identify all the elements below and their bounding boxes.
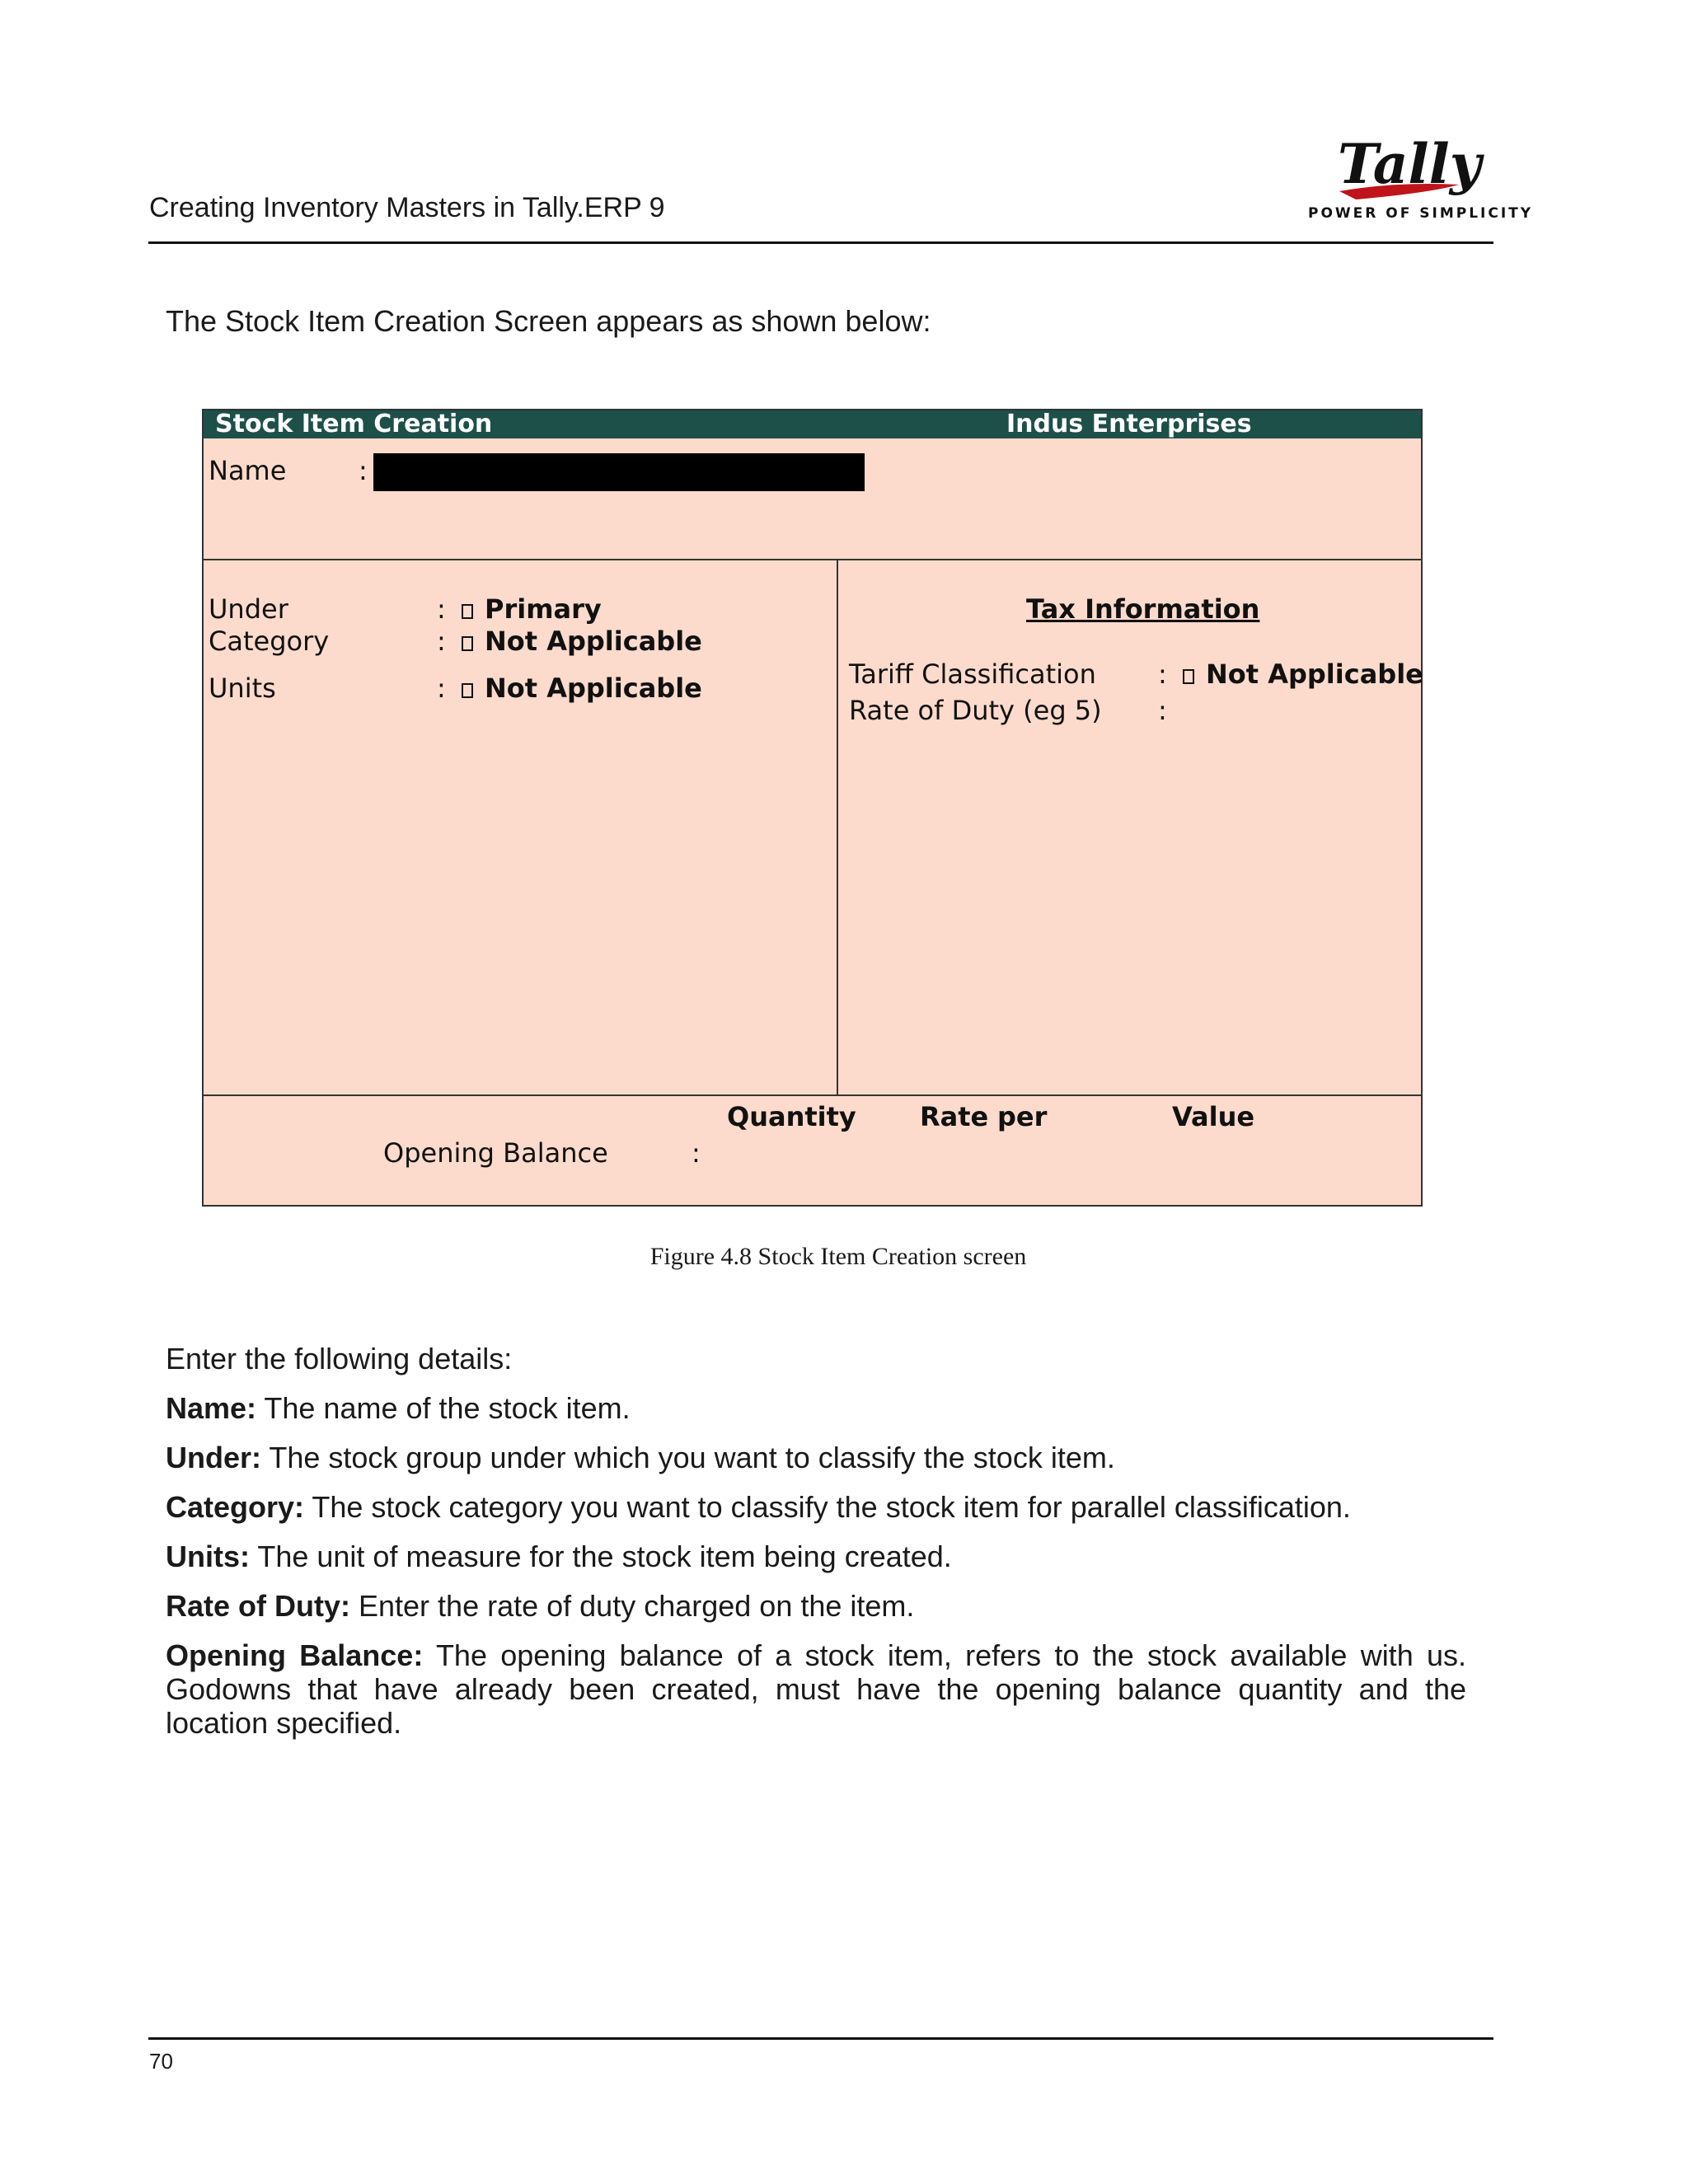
detail-name — [166, 1391, 631, 1425]
detail-text: The opening balance of a stock item, refers to the stock available with us. Godowns that have already been created, must have the opening balance quantity and the location specified. — [166, 1638, 1466, 1740]
stock-item-creation-screen — [202, 409, 1423, 1207]
detail-rate-of-duty — [166, 1589, 914, 1623]
units-value: Not Applicable — [485, 673, 702, 704]
intro-text: The Stock Item Creation Screen appears as shown below: — [166, 304, 931, 338]
detail-category — [166, 1490, 1351, 1524]
checkbox-icon — [462, 604, 473, 619]
units-field[interactable] — [462, 673, 702, 704]
checkbox-icon — [462, 683, 473, 698]
units-colon: : — [437, 673, 446, 704]
detail-term: Under: — [166, 1441, 261, 1474]
tariff-value: Not Applicable — [1206, 658, 1423, 690]
quantity-header: Quantity — [727, 1101, 856, 1132]
divider-bottom — [204, 1094, 1421, 1096]
name-label: Name — [209, 455, 287, 486]
category-label: Category — [209, 626, 330, 657]
screen-title: Stock Item Creation — [215, 410, 493, 438]
duty-colon: : — [1158, 695, 1167, 726]
company-name: Indus Enterprises — [1006, 410, 1252, 438]
detail-term: Units: — [166, 1540, 250, 1573]
detail-under — [166, 1441, 1115, 1474]
divider-top — [204, 559, 1421, 560]
detail-term: Opening Balance: — [166, 1638, 424, 1672]
name-input[interactable] — [373, 453, 865, 491]
footer-rule — [148, 2037, 1493, 2040]
header-rule — [148, 241, 1493, 244]
page-number: 70 — [149, 2049, 173, 2074]
detail-term: Rate of Duty: — [166, 1589, 350, 1623]
detail-text: The stock group under which you want to classify the stock item. — [261, 1441, 1115, 1474]
under-label: Under — [209, 593, 288, 625]
duty-label: Rate of Duty (eg 5) — [849, 695, 1102, 726]
under-value: Primary — [485, 593, 602, 625]
category-colon: : — [437, 626, 446, 657]
tariff-field[interactable] — [1183, 658, 1423, 690]
detail-term: Category: — [166, 1490, 305, 1524]
detail-opening-balance — [166, 1638, 1466, 1740]
opening-balance-colon: : — [692, 1137, 701, 1169]
tax-info-heading: Tax Information — [1026, 593, 1260, 625]
tally-logo — [1306, 132, 1534, 229]
details-intro: Enter the following details: — [166, 1342, 513, 1376]
tariff-label: Tariff Classification — [849, 658, 1096, 690]
screen-titlebar — [204, 410, 1421, 438]
per-header: per — [997, 1101, 1048, 1132]
divider-vertical — [837, 560, 838, 1095]
value-header: Value — [1172, 1101, 1255, 1132]
header-title: Creating Inventory Masters in Tally.ERP 9 — [149, 192, 665, 223]
detail-text: The unit of measure for the stock item being created. — [250, 1540, 952, 1573]
logo-wordmark: Tally — [1338, 132, 1482, 196]
category-field[interactable] — [462, 626, 702, 657]
rate-header: Rate — [920, 1101, 989, 1132]
under-colon: : — [437, 593, 446, 625]
detail-text: Enter the rate of duty charged on the item. — [350, 1589, 915, 1623]
under-field[interactable] — [462, 593, 602, 625]
detail-units — [166, 1540, 952, 1573]
name-colon: : — [359, 455, 368, 486]
tariff-colon: : — [1158, 658, 1167, 690]
figure-caption: Figure 4.8 Stock Item Creation screen — [649, 1243, 1027, 1270]
opening-balance-label: Opening Balance — [383, 1137, 608, 1169]
checkbox-icon — [1183, 669, 1194, 684]
category-value: Not Applicable — [485, 626, 702, 657]
detail-text: The stock category you want to classify the stock item for parallel classification. — [304, 1490, 1351, 1524]
logo-tagline: POWER OF SIMPLICITY — [1308, 205, 1534, 222]
units-label: Units — [209, 673, 276, 704]
checkbox-icon — [462, 636, 473, 651]
detail-term: Name: — [166, 1391, 257, 1425]
detail-text: The name of the stock item. — [256, 1391, 631, 1425]
